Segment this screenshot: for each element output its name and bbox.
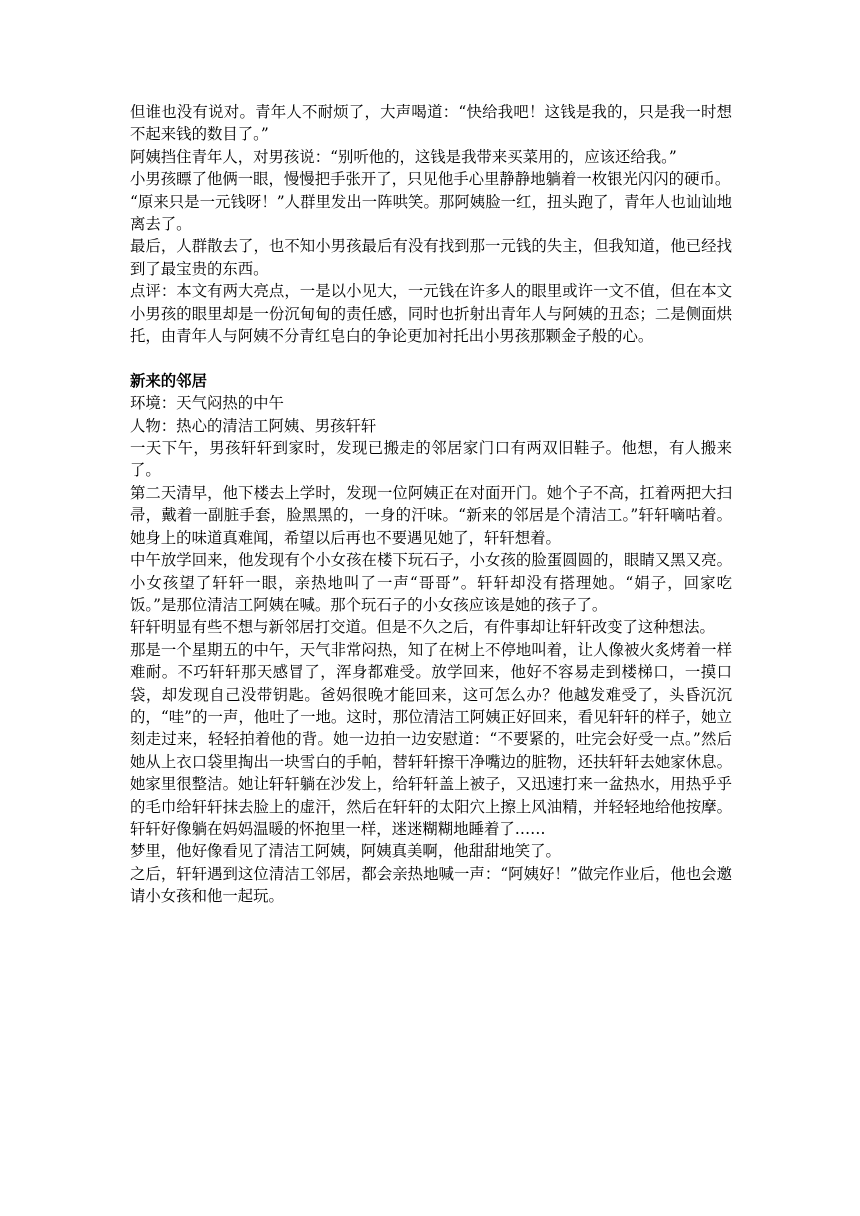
paragraph: 轩轩明显有些不想与新邻居打交道。但是不久之后，有件事却让轩轩改变了这种想法。 [130, 618, 715, 637]
paragraph: 中午放学回来，他发现有个小女孩在楼下玩石子，小女孩的脸蛋圆圆的，眼睛又黑又亮。小女孩望了轩轩一眼，亲热地叫了一声“哥哥”。轩轩却没有搭理她。“娟子，回家吃饭。”是那位清洁工阿姨在喊。那个玩石子的小女孩应该是她的孩子了。 [130, 551, 732, 614]
document-page [130, 101, 732, 908]
paragraph: 梦里，他好像看见了清洁工阿姨，阿姨真美啊，他甜甜地笑了。 [130, 842, 561, 861]
paragraph: “原来只是一元钱呀！”人群里发出一阵哄笑。那阿姨脸一红，扭头跑了，青年人也讪讪地离去了。 [130, 192, 732, 234]
commentary-paragraph: 点评：本文有两大亮点，一是以小见大，一元钱在许多人的眼里或许一文不值，但在本文小男孩的眼里却是一份沉甸甸的责任感，同时也折射出青年人与阿姨的丑态；二是侧面烘托，由青年人与阿姨不分青红皂白的争论更加衬托出小男孩那颗金子般的心。 [130, 282, 732, 346]
paragraph: 最后，人群散去了，也不知小男孩最后有没有找到那一元钱的失主，但我知道，他已经找到了最宝贵的东西。 [130, 237, 732, 278]
paragraph: 阿姨挡住青年人，对男孩说：“别听他的，这钱是我带来买菜用的，应该还给我。” [130, 147, 677, 166]
environment-line: 环境：天气闷热的中午 [130, 394, 284, 413]
paragraph: 但谁也没有说对。青年人不耐烦了，大声喝道：“快给我吧！这钱是我的，只是我一时想不起来钱的数目了。” [130, 103, 732, 144]
section-spacer [130, 347, 732, 369]
paragraph: 第二天清早，他下楼去上学时，发现一位阿姨正在对面开门。她个子不高，扛着两把大扫帚，戴着一副脏手套，脸黑黑的，一身的汗味。“新来的邻居是个清洁工。”轩轩嘀咕着。她身上的味道真难闻，希望以后再也不要遇见她了，轩轩想着。 [130, 483, 732, 547]
paragraph: 小男孩瞟了他俩一眼，慢慢把手张开了，只见他手心里静静地躺着一枚银光闪闪的硬币。 [130, 170, 731, 189]
characters-line: 人物：热心的清洁工阿姨、男孩轩轩 [130, 416, 377, 435]
paragraph: 之后，轩轩遇到这位清洁工邻居，都会亲热地喊一声：“阿姨好！”做完作业后，他也会邀请小女孩和他一起玩。 [130, 864, 732, 906]
section-title: 新来的邻居 [130, 371, 207, 390]
paragraph: 那是一个星期五的中午，天气非常闷热，知了在树上不停地叫着，让人像被火炙烤着一样难耐。不巧轩轩那天感冒了，浑身都难受。放学回来，他好不容易走到楼梯口，一摸口袋，却发现自己没带钥匙。爸妈很晚才能回来，这可怎么办？他越发难受了，头昏沉沉的，“哇”的一声，他吐了一地。这时，那位清洁工阿姨正好回来，看见轩轩的样子，她立刻走过来，轻轻拍着他的背。她一边拍一边安慰道：“不要紧的，吐完会好受一点。”然后她从上衣口袋里掏出一块雪白的手帕，替轩轩擦干净嘴边的脏物，还扶轩轩去她家休息。她家里很整洁。她让轩轩躺在沙发上，给轩轩盖上被子，又迅速打来一盆热水，用热乎乎的毛巾给轩轩抹去脸上的虚汗，然后在轩轩的太阳穴上擦上风油精，并轻轻地给他按摩。轩轩好像躺在妈妈温暖的怀抱里一样，迷迷糊糊地睡着了…… [130, 640, 732, 838]
paragraph: 一天下午，男孩轩轩到家时，发现已搬走的邻居家门口有两双旧鞋子。他想，有人搬来了。 [130, 439, 732, 480]
